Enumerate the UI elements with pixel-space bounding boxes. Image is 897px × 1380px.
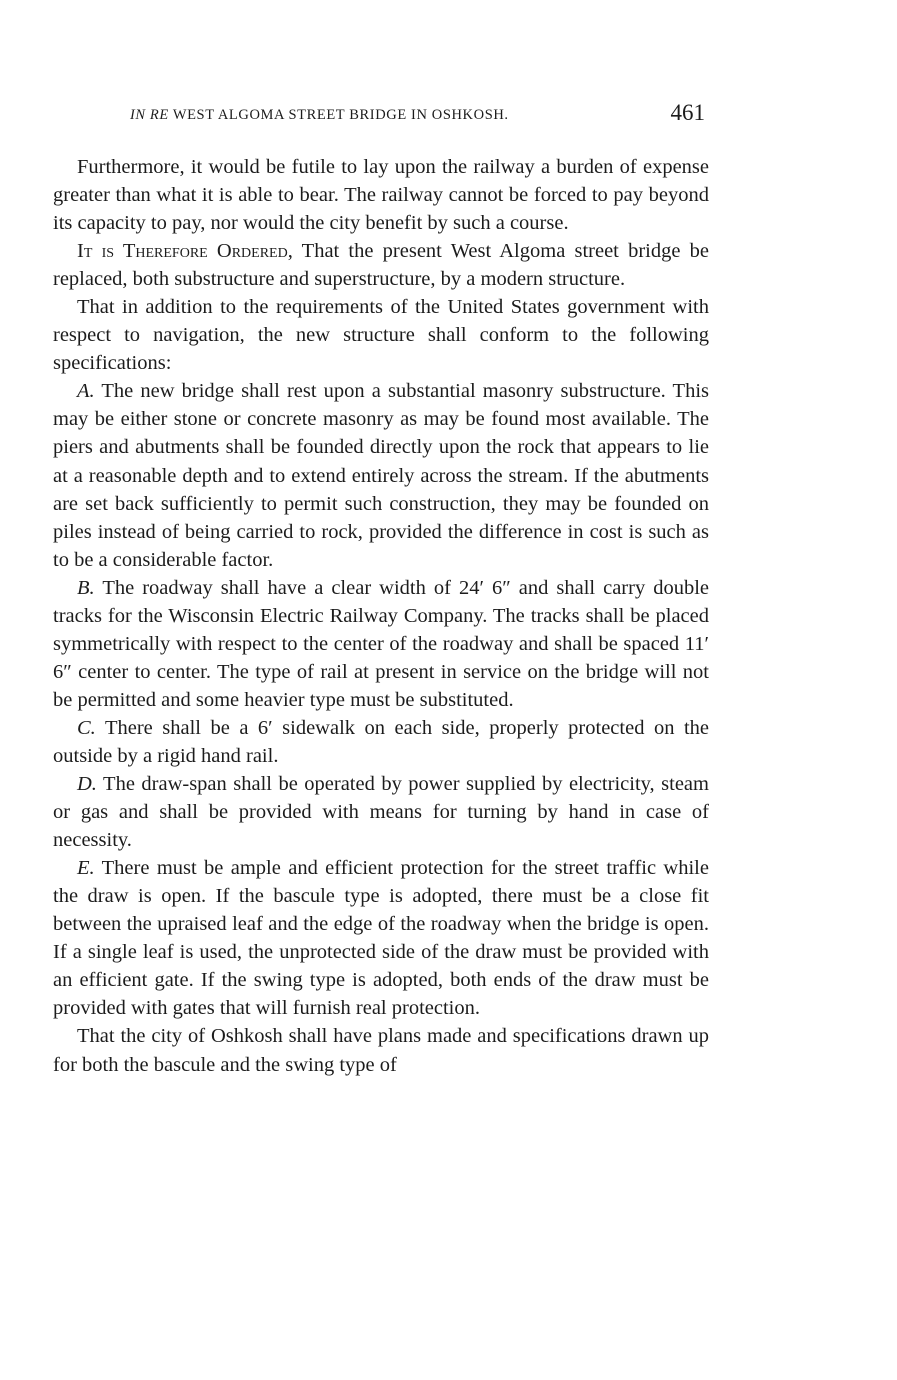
specification-c — [53, 714, 709, 770]
specification-letter: A. — [77, 380, 95, 403]
specification-text: The roadway shall have a clear width of 24′ 6″ and shall carry double tracks for the Wisconsin Electric Railway Company. The tracks shall be placed symmetrically with respect to the center of the roadway and shall be spaced 11′ 6″ center to center. The type of rail at present in service on the bridge will not be permitted and some heavier type must be substituted. — [53, 576, 709, 711]
paragraph-text: Furthermore, it would be futile to lay upon the railway a burden of expense greater than what it is able to bear. The railway cannot be forced to pay beyond its capacity to pay, nor would the city benefit by such a course. — [53, 156, 709, 235]
running-title — [130, 107, 509, 124]
specification-text: There must be ample and efficient protection for the street traffic while the draw is open. If the bascule type is adopted, there must be a close fit between the upraised leaf and the edge of the roadway when the bridge is open. If a single leaf is used, the unprotected side of the draw must be provided with an efficient gate. If the swing type is adopted, both ends of the draw must be provided with gates that will furnish real protection. — [53, 857, 709, 1020]
body-text — [53, 153, 709, 1079]
running-title-italic: IN RE — [130, 107, 169, 123]
running-head — [130, 100, 705, 132]
running-title-rest: WEST ALGOMA STREET BRIDGE IN OSHKOSH. — [172, 107, 509, 123]
paragraph-text: That the city of Oshkosh shall have plans made and specifications drawn up for both the bascule and the swing type of — [53, 1025, 709, 1076]
specification-text: The draw-span shall be operated by power supplied by electricity, steam or gas and shall be provided with means for turning by hand in case of necessity. — [53, 773, 709, 852]
paragraph-requirements — [53, 293, 709, 377]
specification-text: The new bridge shall rest upon a substantial masonry substructure. This may be either stone or concrete masonry as may be found most available. The piers and abutments shall be founded directly upon the rock that appears to lie at a reasonable depth and to extend entirely across the stream. If the abutments are set back sufficiently to permit such construction, they may be founded on piles instead of being carried to rock, provided the difference in cost is such as to be a considerable factor. — [53, 380, 709, 571]
specification-d — [53, 770, 709, 854]
paragraph-furthermore — [53, 153, 709, 237]
specification-letter: D. — [77, 773, 97, 796]
paragraph-closing — [53, 1022, 709, 1078]
specification-letter: B. — [77, 576, 95, 599]
page-number: 461 — [670, 100, 705, 125]
order-lead: It is Therefore Ordered, — [77, 240, 293, 263]
specification-b — [53, 574, 709, 714]
specification-a — [53, 377, 709, 573]
specification-e — [53, 854, 709, 1022]
specification-letter: C. — [77, 716, 96, 739]
paragraph-text: That in addition to the requirements of the United States government with respect to navigation, the new structure shall conform to the following specifications: — [53, 296, 709, 375]
specification-text: There shall be a 6′ sidewalk on each side, properly protected on the outside by a rigid hand rail. — [53, 716, 709, 767]
paragraph-text: That the present West Algoma street bridge be replaced, both substructure and superstructure, by a modern structure. — [53, 240, 709, 291]
paragraph-order — [53, 237, 709, 293]
specification-letter: E. — [77, 857, 95, 880]
